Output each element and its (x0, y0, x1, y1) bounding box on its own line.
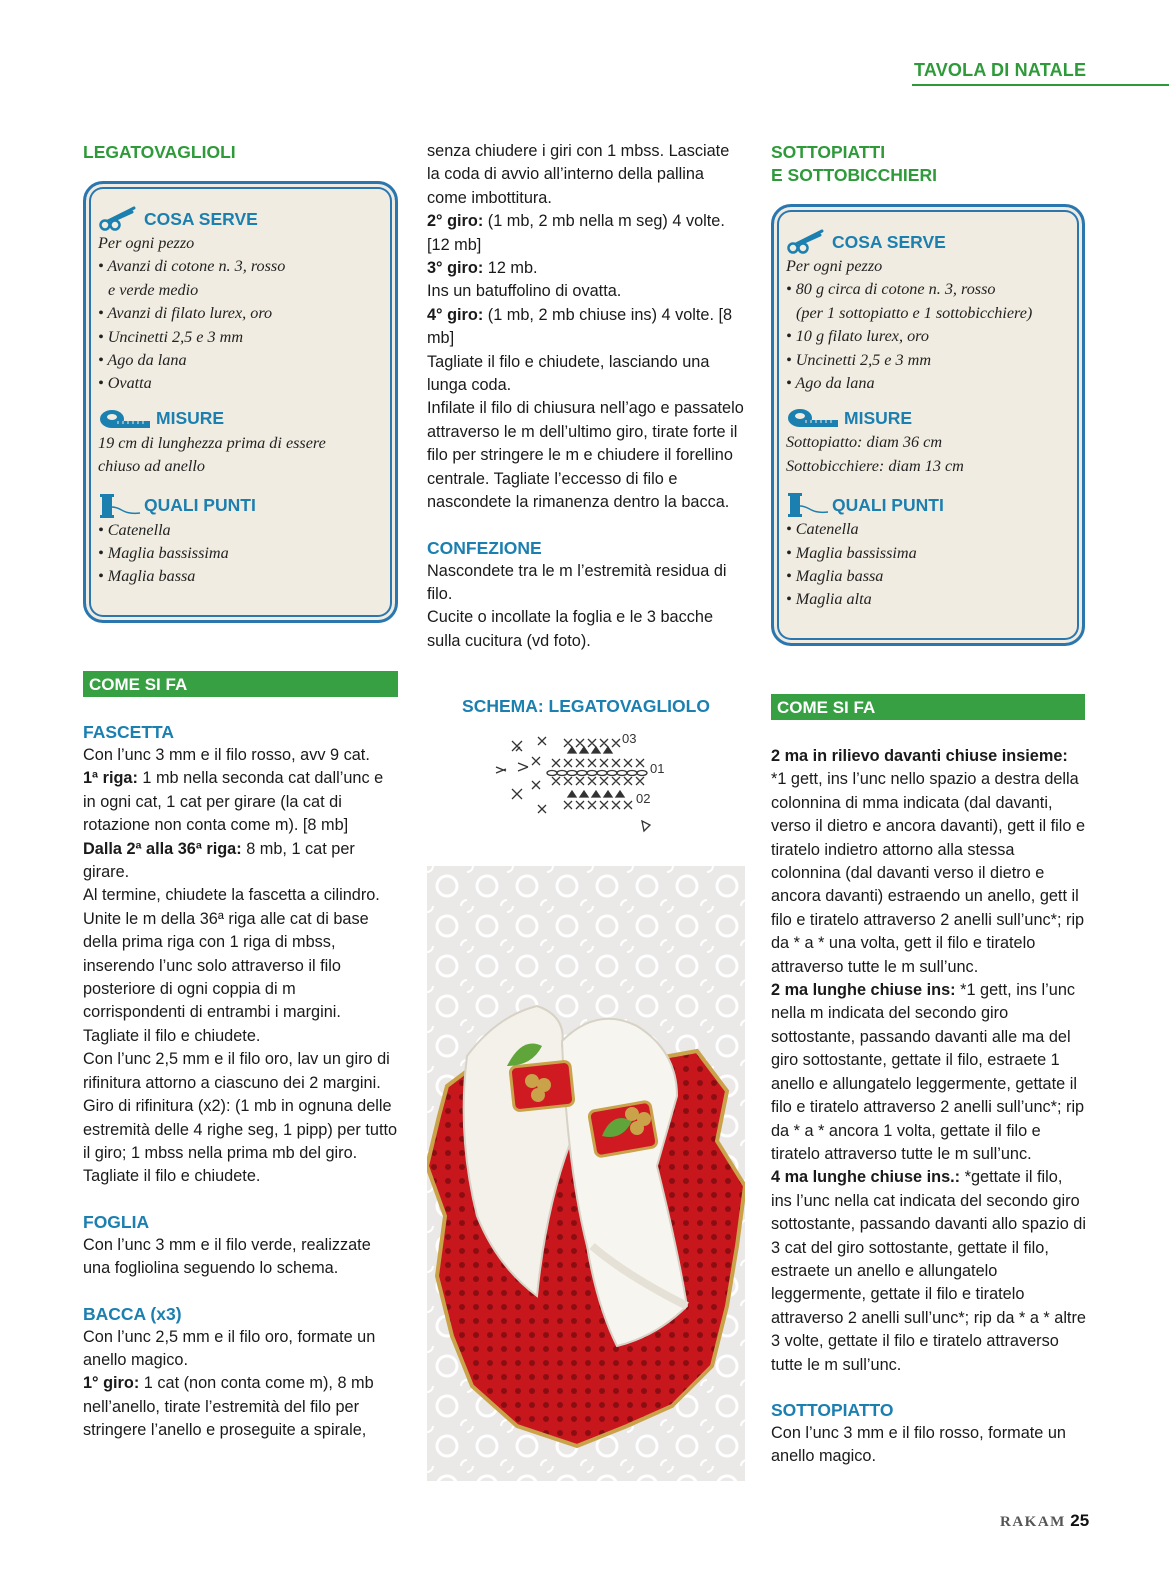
materials-box-legatovaglioli (83, 181, 398, 623)
schema-label-row2: 02 (636, 791, 651, 806)
schema-label-row3: 03 (622, 733, 637, 746)
napkin-rings-photo (427, 866, 745, 1481)
misure-text: 19 cm di lunghezza prima di essere chiuso ad anello (98, 433, 326, 476)
fascetta-text: Con l’unc 2,5 mm e il filo oro, lav un giro di rifinitura attorno a ciascuno dei 2 margini. (83, 1050, 390, 1092)
legatovaglioli-title: LEGATOVAGLIOLI (83, 142, 236, 162)
page-footer (1000, 1511, 1089, 1531)
quali-punti-heading: QUALI PUNTI (786, 492, 1072, 518)
fascetta-section (83, 721, 399, 1443)
section-divider (912, 84, 1169, 86)
tape-measure-icon (786, 405, 842, 431)
bacca-text: Con l’unc 2,5 mm e il filo oro, formate un anello magico. (83, 1327, 376, 1369)
crochet-schema-diagram (492, 733, 692, 843)
fascetta-row2: Dalla 2ª alla 36ª riga: 8 mb, 1 cat per girare. (83, 839, 355, 882)
misure-text: Sottopiatto: diam 36 cm Sottobicchiere: diam 13 cm (786, 433, 964, 475)
scissors-icon (786, 229, 830, 255)
materials-box-sottopiatti (771, 204, 1085, 646)
fascetta-text: Giro di rifinitura (x2): (1 mb in ognuna delle estremità delle 4 righe seg, 1 pipp) per tutto il giro; 1 mbss nella prima mb del giro. Tagliate il filo e chiudete. (83, 1097, 398, 1186)
confezione-title: CONFEZIONE (427, 537, 542, 558)
magazine-brand: RAKAM (1000, 1514, 1066, 1530)
sottopiatti-title: SOTTOPIATTI E SOTTOBICCHIERI (771, 142, 937, 185)
come-si-fa-bar: COME SI FA (771, 694, 1085, 720)
cosa-serve-heading: COSA SERVE (786, 229, 1072, 255)
scissors-icon (98, 206, 142, 232)
fascetta-text: Con l’unc 3 mm e il filo rosso, avv 9 cat. (83, 746, 370, 764)
stitch-definitions: 2 ma in rilievo davanti chiuse insieme: *1 gett, ins l’unc nello spazio a destra della colonnina di mma indicata (dal davanti, verso il dietro e ancora davanti), gett il filo e tiratelo indietro attorno alla stessa colonnina (dal davanti verso il dietro e ancora davanti) estraendo un anello, gett il filo e tiratelo attraverso 2 anelli sull’unc*; rip da * a * una volta, gett il filo e tiratelo attraverso tutte le m sull’unc. 2 ma lunghe chiuse ins: *1 gett, ins l’unc nella m indicata del secondo giro sottostante, passando davanti alle ma del giro sottostante, gettate il filo, estraete 1 anello e allungatelo leggermente, gettate il filo e tiratelo attraverso 2 anelli sull’unc*; rip da * a * ancora 1 volta, gettate il filo e tiratelo attraverso tutte le m sull’unc. 4 ma lunghe chiuse ins.: *gettate il filo, ins l’unc nella cat indicata del secondo giro sottostante, passando davanti allo spazio di 3 cat del giro sottostante, gettate il filo, estraete un anello e allungatelo leggermente, gettate il filo e tiratelo attraverso 2 anelli sull’unc*; rip da * a * altre 3 volte, gettate il filo e tiratelo attraverso tutte le m sull’unc. SOTTOPIATTO Con l’unc 3 mm e il filo rosso, formate un anello magico. (771, 745, 1087, 1469)
fascetta-text: Al termine, chiudete la fascetta a cilindro. Unite le m della 36ª riga alle cat di base della prima riga con 1 riga di mbss, inserendo l’unc solo attraverso il filo posteriore di ogni coppia di m corrispondenti di entrambi i margini. Tagliate il filo e chiudete. (83, 886, 380, 1045)
thread-spool-icon (98, 493, 142, 519)
quali-punti-list: • Catenella • Maglia bassissima • Maglia bassa • Maglia alta (786, 520, 917, 609)
misure-heading: MISURE (786, 405, 1072, 431)
bacca-continued: senza chiudere i giri con 1 mbss. Lasciate la coda di avvio all’interno della pallina come imbottitura. 2° giro: (1 mb, 2 mb nella m seg) 4 volte. [12 mb] 3° giro: 12 mb. Ins un batuffolino di ovatta. 4° giro: (1 mb, 2 mb chiuse ins) 4 volte. [8 mb] Tagliate il filo e chiudete, lasciando una lunga coda. Infilate il filo di chiusura nell’ago e passatelo attraverso le m dell’ultimo giro, tirate forte il filo per stringere le m e chiudere il forellino centrale. Tagliate l’eccesso di filo e nascondete la rimanenza dentro la bacca. CONFEZIONE Nascondete tra le m l’estremità residua di filo. Cucite o incollate la foglia e le 3 bacche sulla cucitura (vd foto). (427, 140, 745, 653)
bacca-round1: 1° giro: 1 cat (non conta come m), 8 mb nell’anello, tirate l’estremità del filo per stringere l’anello e proseguite a spirale, (83, 1374, 374, 1440)
tape-measure-icon (98, 406, 154, 432)
confezione-text: Cucite o incollate la foglia e le 3 bacche sulla cucitura (vd foto). (427, 608, 714, 650)
quali-punti-heading: QUALI PUNTI (98, 493, 385, 519)
fascetta-title: FASCETTA (83, 722, 175, 742)
cosa-serve-heading: COSA SERVE (98, 206, 385, 232)
fascetta-row1: 1ª riga: 1 mb nella seconda cat dall’unc e in ogni cat, 1 cat per girare (la cat di rotazione non conta come m). [8 mb] (83, 769, 384, 835)
page-number: 25 (1070, 1511, 1090, 1530)
schema-label-row1: 01 (650, 761, 665, 776)
section-tag: TAVOLA DI NATALE (914, 60, 1087, 80)
thread-spool-icon (786, 492, 830, 518)
foglia-text: Con l’unc 3 mm e il filo verde, realizzate una fogliolina seguendo lo schema. (83, 1235, 371, 1278)
misure-heading: MISURE (98, 406, 385, 432)
come-si-fa-bar: COME SI FA (83, 671, 398, 697)
quali-punti-list: • Catenella • Maglia bassissima • Maglia bassa (98, 520, 229, 586)
cosa-serve-list: Per ogni pezzo • 80 g circa di cotone n. 3, rosso (per 1 sottopiatto e 1 sottobicchiere) • 10 g filato lurex, oro • Uncinetti 2,5 e 3 mm • Ago da lana (786, 257, 1033, 393)
cosa-serve-list: Per ogni pezzo • Avanzi di cotone n. 3, rosso e verde medio • Avanzi di filato lurex, oro • Uncinetti 2,5 e 3 mm • Ago da lana • Ovatta (98, 234, 286, 393)
sottopiatto-title: SOTTOPIATTO (771, 1399, 894, 1420)
foglia-title: FOGLIA (83, 1211, 150, 1232)
sottopiatto-text: Con l’unc 3 mm e il filo rosso, formate un anello magico. (771, 1423, 1066, 1466)
bacca-title: BACCA (x3) (83, 1303, 182, 1324)
confezione-text: Nascondete tra le m l’estremità residua di filo. (427, 561, 727, 603)
schema-title: SCHEMA: LEGATOVAGLIOLO (462, 696, 710, 716)
